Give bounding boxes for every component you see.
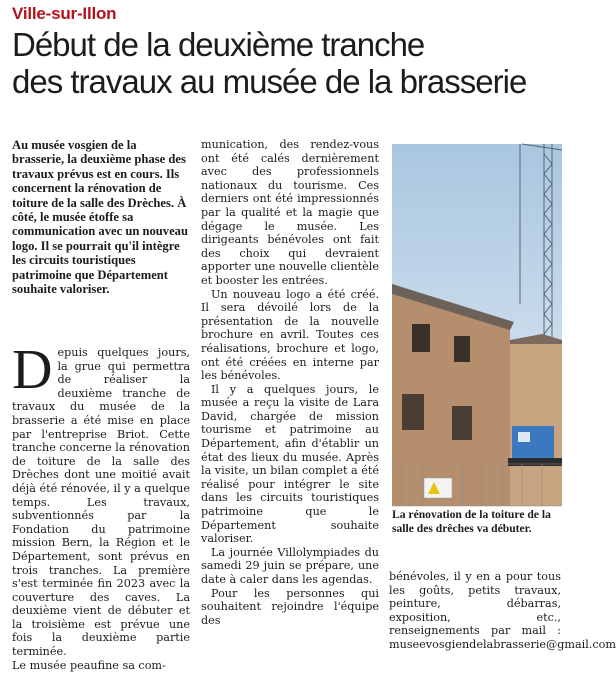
section-kicker: Ville-sur-Illon: [12, 4, 117, 23]
headline: [12, 26, 562, 100]
article-photo: [392, 144, 562, 506]
paragraph-6-continued: bénévoles, il y en a pour tous les goûts, petits travaux, peinture, débarras, exposition, etc., renseignements par mail : museevosgiendelabrasserie@gmail.com: [389, 570, 616, 651]
article-column-1: [12, 339, 190, 672]
headline-line-1: Début de la deuxième tranche: [12, 26, 425, 63]
lead-paragraph: Au musée vosgien de la brasserie, la deuxième phase des travaux prévus est en cours. Ils concernent la rénovation de toiture de la salle des Drèches. À côté, le musée étoffe sa communication avec un nouveau logo. Il se pourrait qu'il intègre les circuits touristiques patrimoine que Département souhaite valoriser.: [12, 138, 188, 297]
paragraph-1: epuis quelques jours, la grue qui permettra de réaliser la deuxième tranche de travaux du musée de la brasserie a été mise en place par l'entreprise Briot. Cette tranche concerne la rénovation de toiture de la salle des Drèches dont une moitié avait déjà été rénovée, il y a quelque temps. Les travaux, subventionnés par la Fondation du patrimoine mission Bern, la Région et le Département, sont prévus en trois tranches. La première s'est terminée fin 2023 avec la couverture des caves. La deuxième vient de débuter et la troisième est prévue une fois la deuxième partie terminée.: [12, 346, 190, 659]
paragraph-6-start: Pour les personnes qui souhaitent rejoindre l'équipe des: [201, 586, 379, 627]
article-column-2: [201, 138, 379, 627]
headline-line-2: des travaux au musée de la brasserie: [12, 63, 527, 100]
paragraph-4: Il y a quelques jours, le musée a reçu la visite de Lara David, chargée de mission tourisme et patrimoine au Département, afin d'établir un état des lieux du musée. Après la visite, un bilan complet a été réalisé pour intégrer le site dans les circuits touristiques patrimoine que le Département souhaite valoriser.: [201, 382, 379, 546]
paragraph-5: La journée Villolympiades du samedi 29 juin se prépare, une date à caler dans les agendas.: [201, 545, 379, 586]
photo-caption: La rénovation de la toiture de la salle des drêches va débuter.: [392, 508, 551, 535]
paragraph-3: Un nouveau logo a été créé. Il sera dévoilé lors de la présentation de la nouvelle brochure en avril. Toutes ces réalisations, brochure et logo, ont été créées en interne par les bénévoles.: [201, 287, 379, 383]
drop-cap: D: [12, 339, 53, 401]
article-column-3: [389, 570, 616, 652]
paragraph-2-start: Le musée peaufine sa com-: [12, 658, 166, 672]
paragraph-2-continued: munication, des rendez-vous ont été calés dernièrement avec des professionnels nationaux du tourisme. Ces derniers ont été impressionnés par la qualité et la magie que dégage le musée. Les dirigeants bénévoles ont fait des choix qui devraient apporter une nouvelle clientèle et booster les entrées.: [201, 138, 379, 287]
construction-crane-photo: [392, 144, 562, 506]
